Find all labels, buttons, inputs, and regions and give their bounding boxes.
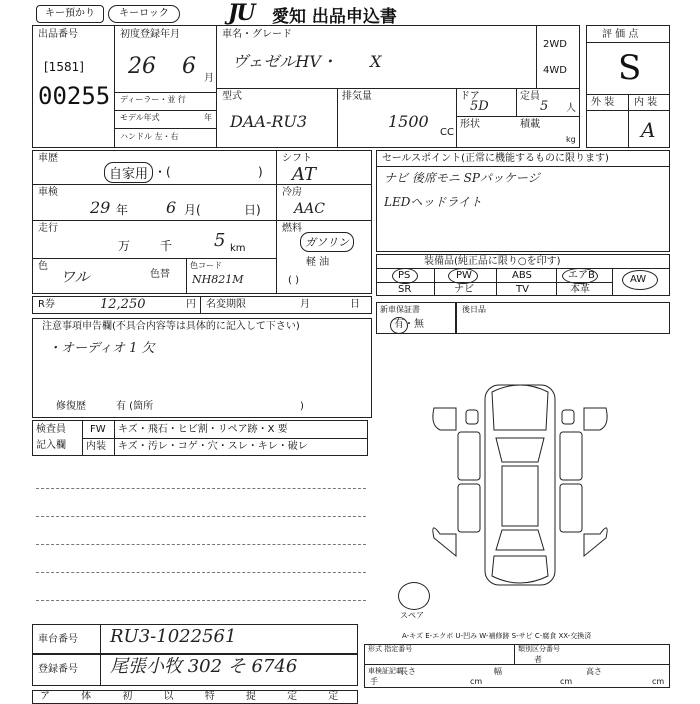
length-label: 長さ (400, 667, 416, 676)
color-value: ワル (60, 268, 90, 286)
equip-pw: PW (456, 270, 472, 281)
car-name: ヴェゼルHV・ (232, 52, 337, 71)
name-change-label: 名変期限 (206, 299, 246, 310)
color-label: 色 (38, 261, 48, 272)
capacity-unit: 人 (566, 103, 576, 114)
first-reg-year: 26 (128, 54, 156, 79)
shift-value: AT (292, 164, 317, 185)
mileage-man: 万 (118, 239, 131, 253)
ja-label: 者 (534, 655, 542, 664)
model-value: DAA-RU3 (230, 112, 308, 131)
diagram-roof (502, 466, 538, 526)
diagram-hood (492, 385, 548, 430)
color-code: NH821M (192, 273, 244, 286)
diagram-left-front-fender (433, 408, 456, 430)
fuel-paren: ( ) (288, 275, 299, 286)
fuel-value: ガソリン (300, 232, 354, 252)
back-label: 後日品 (462, 305, 486, 314)
car-grade: X (370, 52, 382, 71)
equip-sr: SR (398, 284, 412, 295)
sales-point-1: ナビ 後席モニ SPパッケージ (384, 171, 540, 185)
repair-close: ) (300, 401, 304, 412)
load-label: 積載 (520, 119, 540, 130)
lot-number: 00255 (38, 82, 111, 110)
equip-leather: 本革 (570, 284, 590, 295)
form-title: 愛知 出品申込書 (272, 7, 397, 27)
history-value: 自家用 (104, 162, 153, 183)
diagram-right-front-fender (584, 408, 607, 430)
equip-ps: PS (398, 270, 411, 281)
cc-value: 1500 (388, 112, 429, 131)
bottom-text: ア 体 初 以 特 提 定 定 (40, 691, 353, 702)
aircon-value: AAC (294, 201, 325, 217)
inspection-month: 6 (166, 198, 177, 217)
width-label: 幅 (494, 667, 502, 676)
diagram-right-front-door (560, 432, 582, 480)
drive-4wd: 4WD (543, 65, 567, 76)
equip-tv: TV (516, 284, 529, 295)
cc-label: 排気量 (342, 91, 372, 102)
form-designation-label: 形式 指定番号 (368, 645, 413, 653)
lot-bracket-number: [1581] (44, 60, 84, 74)
equip-ps-circle (392, 268, 418, 284)
name-change-day: 日 (350, 299, 360, 310)
cc-unit: CC (440, 127, 454, 138)
history-suffix: ・( (154, 165, 171, 179)
fuel-light-oil: 軽 油 (306, 257, 330, 268)
door-value: 5D (470, 99, 489, 114)
warranty-yes-circle (390, 317, 408, 334)
inspection-label: 車検 (38, 187, 58, 198)
mileage-label: 走行 (38, 223, 58, 234)
first-reg-label: 初度登録年月 (120, 29, 180, 40)
notes-handwritten: ・オーディオ 1 欠 (48, 341, 155, 356)
color-change-label: 色替 (150, 269, 170, 280)
first-reg-month-unit: 月 (204, 73, 214, 84)
inspection-year-unit: 年 (116, 203, 129, 217)
diagram-left-mirror (466, 410, 478, 424)
shift-label: シフト (282, 153, 312, 164)
inspector-label-2: 記入欄 (36, 440, 66, 451)
handle-label: ハンドル 左・右 (120, 132, 179, 141)
spare-label: スペア (400, 611, 424, 620)
repair-value: 有 (箇所 (116, 401, 154, 412)
key-deposit-tag: キー預かり (36, 5, 104, 23)
recycle-row (32, 296, 372, 314)
mileage-value: 5 (214, 230, 226, 251)
history-label: 車歴 (38, 153, 58, 164)
lot-label: 出品番号 (38, 29, 78, 40)
chassis-value: RU3-1022561 (110, 626, 237, 647)
repair-label: 修復歴 (56, 401, 86, 412)
diagram-trunk (492, 556, 548, 583)
load-unit: kg (566, 135, 576, 144)
history-close: ) (258, 165, 263, 179)
diagram-left-rear-door (458, 484, 480, 532)
notes-label: 注意事項申告欄(不具合内容等は具体的に記入して下さい) (42, 321, 300, 332)
car-name-label: 車名・グレード (222, 29, 292, 40)
fuel-label: 燃料 (282, 223, 302, 234)
height-label: 高さ (586, 667, 602, 676)
reg-cert-label: 車検証記載 (368, 667, 403, 675)
car-damage-diagram (420, 370, 620, 600)
rating-score: S (618, 48, 642, 88)
sales-point-2: LEDヘッドライト (384, 195, 482, 209)
interior-label: 内 装 (634, 97, 658, 108)
capacity-value: 5 (540, 99, 549, 114)
fw-label: FW (90, 424, 106, 435)
plate-label: 登録番号 (38, 664, 78, 675)
exterior-label: 外 装 (591, 97, 615, 108)
aircon-label: 冷房 (282, 187, 302, 198)
diagram-right-rear-fender (584, 528, 607, 556)
diagram-left-rear-fender (433, 528, 456, 556)
mileage-sen: 千 (160, 239, 173, 253)
category-label: 類別区分番号 (518, 645, 560, 653)
equip-aw-circle (622, 270, 658, 290)
model-year-unit: 年 (204, 113, 212, 122)
rating-label: 評 価 点 (602, 29, 639, 40)
model-label: 型式 (222, 91, 242, 102)
inspection-year: 29 (90, 198, 111, 217)
model-year-label: モデル年式 (120, 113, 160, 122)
plate-value: 尾張小牧 302 そ 6746 (110, 656, 298, 677)
warranty-label: 新車保証書 (380, 305, 420, 314)
recycle-unit: 円 (186, 299, 196, 310)
chassis-label: 車台番号 (38, 634, 78, 645)
damage-legend: A-キズ E-エクボ U-凹み W-補修跡 S-サビ C-腐食 XX-交換済 (402, 632, 592, 640)
recycle-label: R券 (38, 299, 55, 310)
fw-items: キズ・飛石・ヒビ割・リペア跡・X 要 (118, 424, 288, 435)
equipment-label: 装備品(純正品に限り○を印す) (424, 256, 561, 267)
equip-airbag: エアB (568, 270, 595, 281)
spare-tire-circle (398, 582, 430, 610)
key-lock-tag: キーロック (108, 5, 180, 23)
cm-unit-3: cm (652, 677, 665, 686)
back-box (456, 302, 670, 334)
name-change-month: 月 (300, 299, 310, 310)
inspection-day-unit: 日) (244, 203, 261, 217)
door-label: ドア (460, 91, 480, 102)
diagram-right-mirror (562, 410, 574, 424)
equip-pw-circle (448, 268, 478, 284)
inspector-label-1: 検査員 (36, 424, 66, 435)
diagram-windshield (496, 438, 544, 462)
warranty-value: 有・無 (394, 319, 424, 330)
recycle-value: 12,250 (100, 297, 146, 312)
hand-label: 手 (370, 677, 378, 686)
capacity-label: 定員 (520, 91, 540, 102)
cm-unit-1: cm (470, 677, 483, 686)
diagram-body (485, 385, 555, 585)
equip-airbag-circle (562, 268, 598, 284)
cm-unit-2: cm (560, 677, 573, 686)
mileage-unit: km (230, 243, 246, 254)
ju-logo: JU (228, 0, 254, 26)
color-code-label: 色コード (190, 261, 222, 270)
equip-abs: ABS (512, 270, 532, 281)
dealer-label: ディーラー・並 行 (120, 95, 186, 104)
inspection-month-unit: 月( (184, 203, 201, 217)
equip-navi: ナビ (454, 284, 474, 295)
diagram-left-front-door (458, 432, 480, 480)
first-reg-month: 6 (182, 54, 196, 79)
diagram-right-rear-door (560, 484, 582, 532)
drive-2wd: 2WD (543, 39, 567, 50)
shape-label: 形状 (460, 119, 480, 130)
equip-aw: AW (630, 274, 647, 285)
interior-items-label: 内装 (86, 441, 106, 452)
interior-score: A (641, 118, 656, 142)
sales-points-label: セールスポイント(正常に機能するものに限ります) (382, 153, 609, 164)
diagram-rear-window (496, 530, 544, 550)
interior-items: キズ・汚レ・コゲ・穴・スレ・キレ・破レ (118, 441, 308, 452)
